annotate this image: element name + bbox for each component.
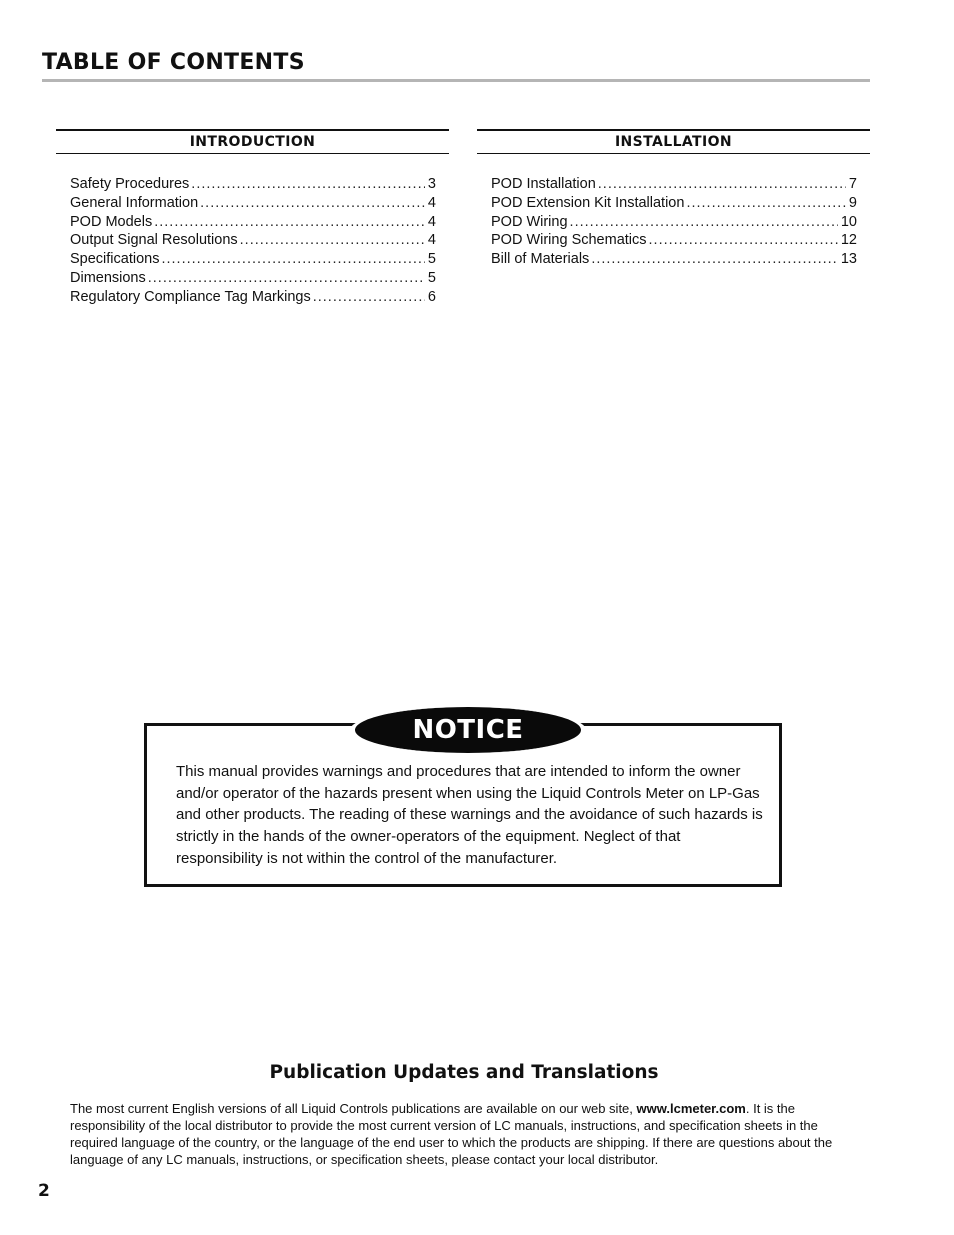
toc-list-introduction [70, 175, 436, 307]
toc-list-installation [491, 175, 857, 269]
toc-entry[interactable] [491, 175, 857, 194]
toc-entry[interactable] [491, 194, 857, 213]
publication-text [70, 1100, 864, 1168]
toc-entry-page: 5 [427, 251, 436, 268]
toc-entry[interactable] [70, 175, 436, 194]
toc-entry-label: POD Wiring Schematics [491, 232, 647, 249]
dot-leader [161, 250, 424, 269]
dot-leader [191, 175, 425, 194]
toc-entry-label: Regulatory Compliance Tag Markings [70, 288, 311, 305]
toc-entry-label: Bill of Materials [491, 251, 590, 268]
toc-entry[interactable] [70, 250, 436, 269]
dot-leader [240, 231, 425, 250]
toc-entry[interactable] [70, 231, 436, 250]
toc-entry-label: POD Wiring [491, 213, 568, 230]
toc-entry-page: 12 [840, 232, 857, 249]
toc-entry-page: 5 [427, 269, 436, 286]
dot-leader [148, 269, 425, 288]
toc-entry-label: POD Extension Kit Installation [491, 194, 685, 211]
toc-entry-page: 13 [840, 251, 857, 268]
toc-entry-label: Safety Procedures [70, 176, 190, 192]
toc-entry[interactable] [70, 269, 436, 288]
toc-entry[interactable] [491, 231, 857, 250]
toc-entry-label: Dimensions [70, 269, 146, 286]
toc-section-introduction [56, 129, 449, 305]
toc-entry[interactable] [491, 213, 857, 232]
toc-entry-label: General Information [70, 194, 199, 211]
dot-leader [598, 175, 846, 194]
title-rule [42, 79, 870, 82]
dot-leader [649, 231, 838, 250]
toc-entry-page: 3 [427, 176, 436, 192]
website-link[interactable]: www.lcmeter.com [636, 1101, 746, 1116]
toc-entry-label: POD Models [70, 213, 153, 230]
toc-entry-label: Specifications [70, 251, 160, 268]
dot-leader [591, 250, 838, 269]
toc-entry[interactable] [70, 194, 436, 213]
toc-entry-label: Output Signal Resolutions [70, 232, 238, 249]
toc-section-installation [477, 129, 870, 268]
toc-entry[interactable] [70, 213, 436, 232]
dot-leader [313, 288, 425, 307]
publication-text-rest: . It is the responsibility of the local distributor to provide the most current version of LC manuals, instructions, and specification sheets in the required language of the country, or the language of the end user to which the products are shipping. If there are questions about the language of any LC manuals, instructions, or specification sheets, please contact your local distributor. [70, 1101, 833, 1167]
section-heading-introduction: INTRODUCTION [56, 129, 449, 154]
notice-label: NOTICE [350, 707, 586, 753]
toc-entry-page: 10 [840, 213, 857, 230]
publication-heading: Publication Updates and Translations [269, 1062, 659, 1083]
toc-entry-label: POD Installation [491, 176, 596, 192]
section-heading-installation: INSTALLATION [477, 129, 870, 154]
toc-entry-page: 9 [848, 194, 857, 211]
toc-entry[interactable] [70, 288, 436, 307]
toc-entry-page: 4 [427, 194, 436, 211]
toc-entry-page: 4 [427, 213, 436, 230]
notice-text: This manual provides warnings and procedures that are intended to inform the owner and/or operator of the hazards present when using the Liquid Controls Meter on LP-Gas and other products. The reading of these warnings and the avoidance of such hazards is strictly in the hands of the owner-operators of the equipment. Neglect of that responsibility is not within the control of the manufacturer. [176, 763, 763, 867]
publication-text-intro: The most current English versions of all Liquid Controls publications are available on our web site, [70, 1101, 637, 1116]
dot-leader [200, 194, 425, 213]
dot-leader [570, 213, 838, 232]
dot-leader [154, 213, 425, 232]
toc-entry[interactable] [491, 250, 857, 269]
dot-leader [686, 194, 845, 213]
toc-entry-page: 7 [848, 176, 857, 192]
page-title: TABLE OF CONTENTS [42, 50, 305, 75]
page-number: 2 [38, 1181, 50, 1201]
toc-entry-page: 6 [427, 288, 436, 305]
toc-entry-page: 4 [427, 232, 436, 249]
